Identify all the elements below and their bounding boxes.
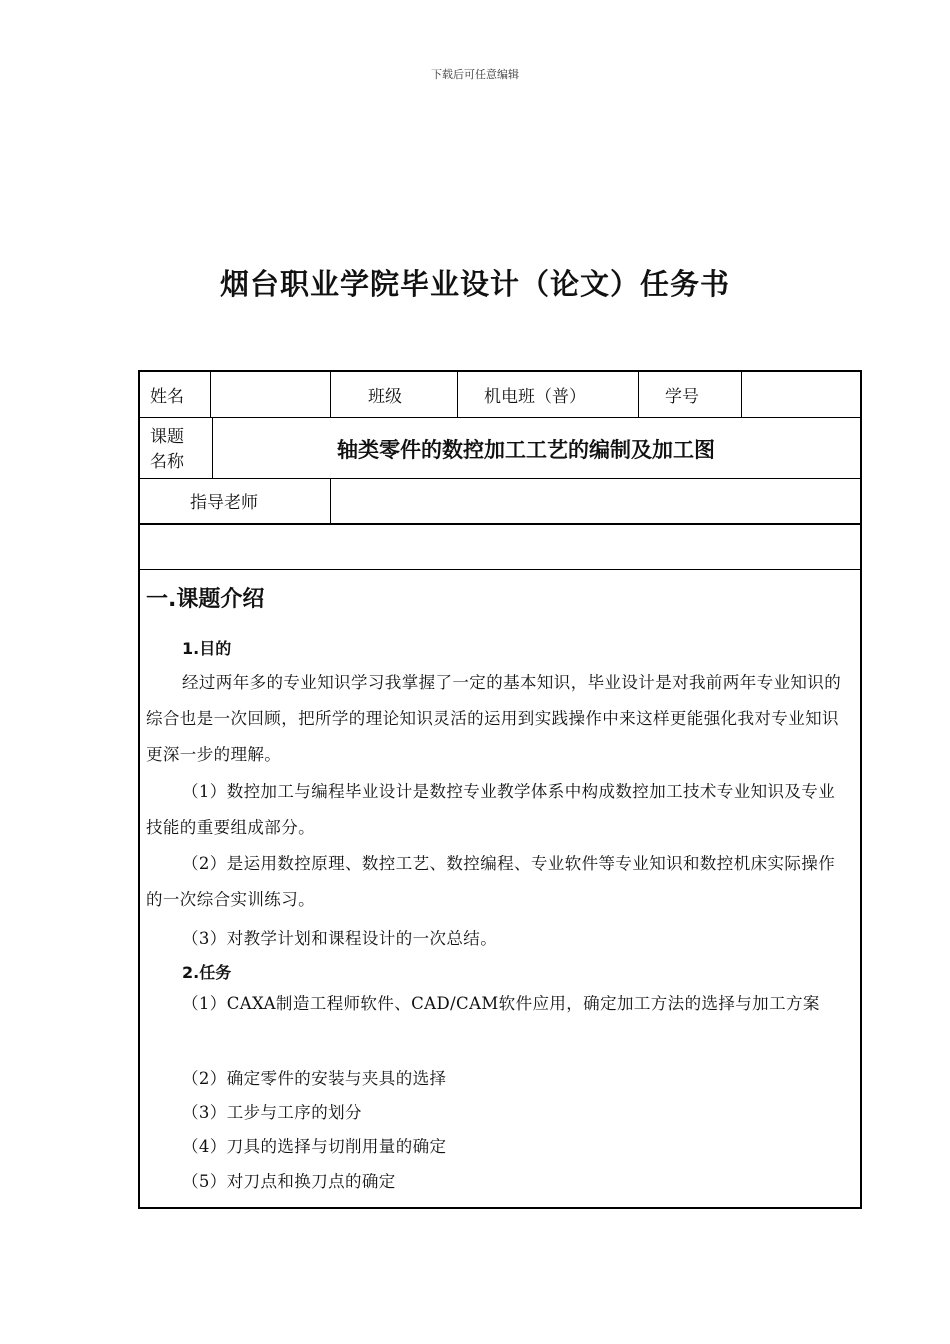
- topic-label-line2: 名称: [150, 451, 184, 472]
- col-divider: [457, 372, 458, 417]
- row-divider: [140, 523, 860, 525]
- task-item-2: （2）确定零件的安装与夹具的选择: [182, 1069, 447, 1088]
- task-item-4: （4）刀具的选择与切削用量的确定: [182, 1137, 447, 1156]
- header-note: 下载后可任意编辑: [431, 68, 519, 81]
- col-divider: [330, 478, 331, 523]
- row-divider: [140, 569, 860, 570]
- class-label: 班级: [368, 387, 402, 407]
- advisor-value: [332, 478, 852, 523]
- student-id-value: [743, 372, 858, 417]
- advisor-label: 指导老师: [190, 493, 258, 513]
- topic-value: 轴类零件的数控加工工艺的编制及加工图: [337, 438, 715, 462]
- task-item-1: （1）CAXA制造工程师软件、CAD/CAM软件应用，确定加工方法的选择与加工方案: [182, 994, 820, 1013]
- task-sheet-table: [138, 370, 862, 1209]
- purpose-heading: 1.目的: [182, 639, 232, 658]
- col-divider: [210, 372, 211, 417]
- purpose-item-1: （1）数控加工与编程毕业设计是数控专业教学体系中构成数控加工技术专业知识及专业技能的重要组成部分。: [146, 782, 836, 837]
- row-divider: [140, 417, 860, 418]
- purpose-item-3: （3）对教学计划和课程设计的一次总结。: [182, 929, 498, 948]
- name-label: 姓名: [150, 387, 184, 407]
- task-item-3: （3）工步与工序的划分: [182, 1103, 362, 1122]
- col-divider: [741, 372, 742, 417]
- purpose-item-2: （2）是运用数控原理、数控工艺、数控编程、专业软件等专业知识和数控机床实际操作的一次综合实训练习。: [146, 854, 836, 909]
- col-divider: [330, 372, 331, 417]
- topic-label-line1: 课题: [150, 426, 184, 447]
- task-item-5: （5）对刀点和换刀点的确定: [182, 1172, 396, 1191]
- section-heading: 一.课题介绍: [146, 587, 265, 612]
- task-heading: 2.任务: [182, 963, 232, 982]
- name-value: [212, 372, 328, 417]
- student-id-label: 学号: [665, 387, 699, 407]
- document-title: 烟台职业学院毕业设计（论文）任务书: [219, 267, 730, 301]
- col-divider: [638, 372, 639, 417]
- purpose-paragraph: 经过两年多的专业知识学习我掌握了一定的基本知识，毕业设计是对我前两年专业知识的综合也是一次回顾，把所学的理论知识灵活的运用到实践操作中来这样更能强化我对专业知识更深一步的理解。: [146, 673, 842, 764]
- class-value: 机电班（普）: [484, 387, 586, 407]
